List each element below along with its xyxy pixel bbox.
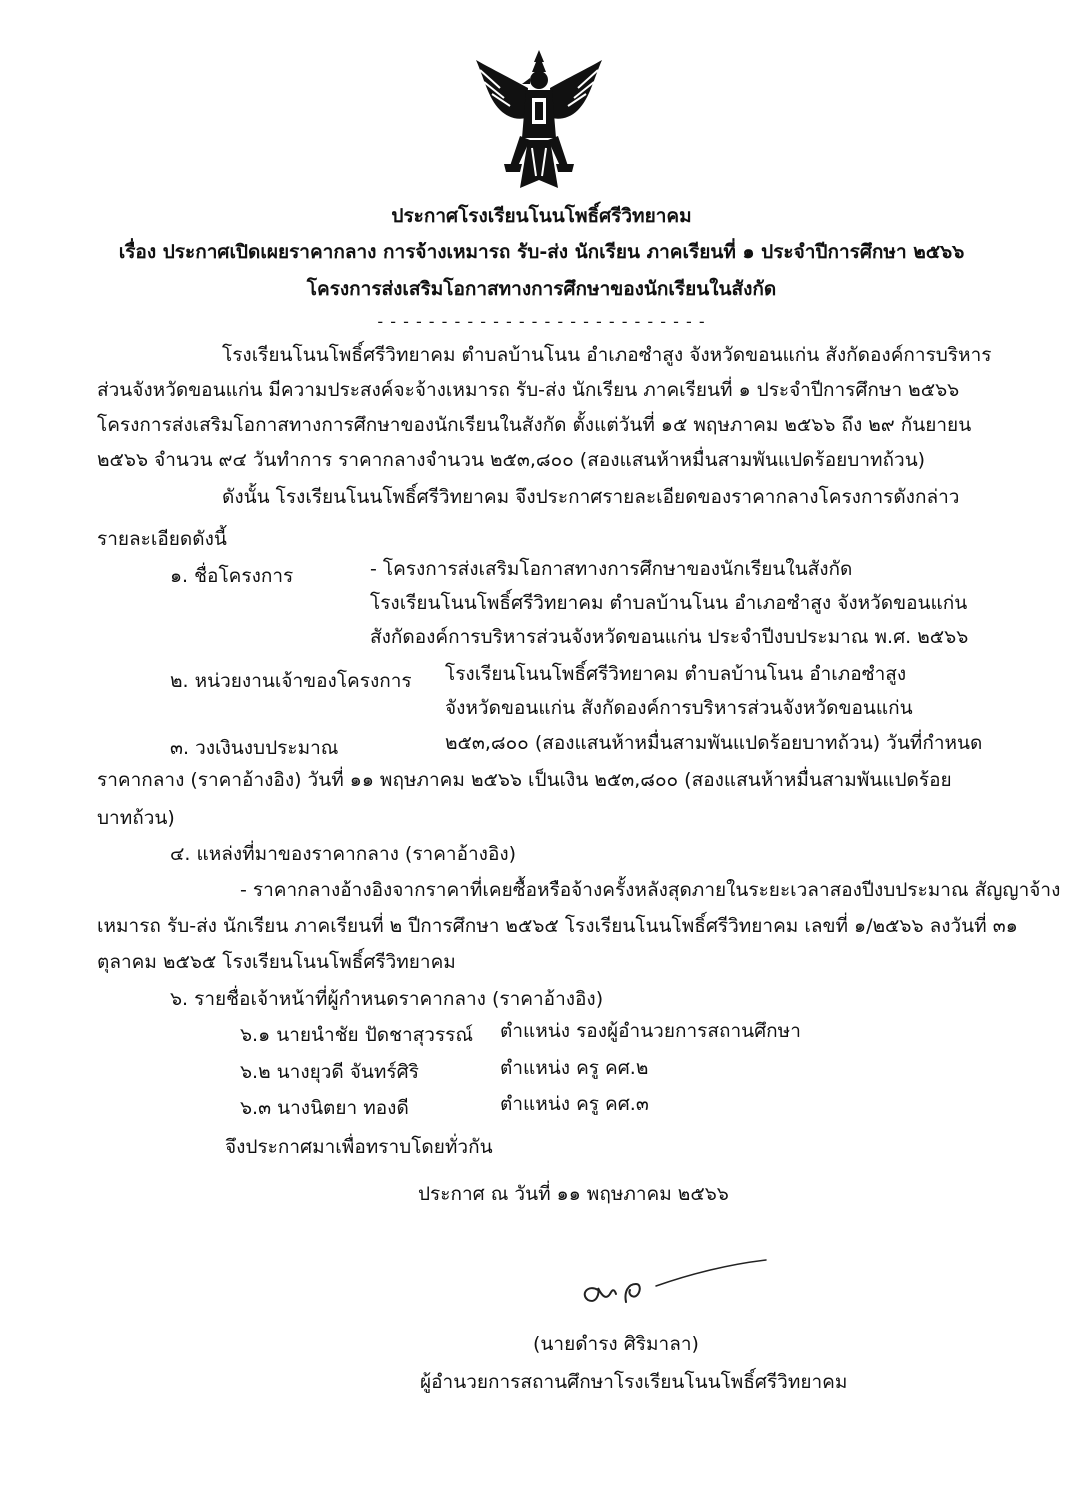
official-1-name: ๖.๑ นายนำชัย ปัดชาสุวรรณ์ [240, 1024, 473, 1046]
item-4-line-3: ตุลาคม ๒๕๖๕ โรงเรียนโนนโพธิ์ศรีวิทยาคม [97, 951, 456, 973]
item-1-line-1: - โครงการส่งเสริมโอกาสทางการศึกษาของนักเรียนในสังกัด [370, 558, 853, 580]
item-3-label: ๓. วงเงินงบประมาณ [170, 737, 339, 759]
document-title: ประกาศโรงเรียนโนนโพธิ์ศรีวิทยาคม [391, 205, 692, 227]
announcement-date: ประกาศ ณ วันที่ ๑๑ พฤษภาคม ๒๕๖๖ [418, 1183, 729, 1205]
signatory-position: ผู้อำนวยการสถานศึกษาโรงเรียนโนนโพธิ์ศรีวิทยาคม [420, 1371, 848, 1393]
item-6-label: ๖. รายชื่อเจ้าหน้าที่ผู้กำหนดราคากลาง (ราคาอ้างอิง) [170, 988, 604, 1010]
closing-text: จึงประกาศมาเพื่อทราบโดยทั่วกัน [225, 1136, 493, 1158]
official-2-name: ๖.๒ นางยุวดี จันทร์ศิริ [240, 1061, 419, 1083]
item-2-line-1: โรงเรียนโนนโพธิ์ศรีวิทยาคม ตำบลบ้านโนน อำเภอซำสูง [445, 663, 907, 685]
official-3-position: ตำแหน่ง ครู คศ.๓ [500, 1093, 649, 1115]
signatory-name: (นายดำรง ศิริมาลา) [533, 1333, 699, 1355]
official-1-position: ตำแหน่ง รองผู้อำนวยการสถานศึกษา [500, 1020, 801, 1042]
item-3-line-3: บาทถ้วน) [97, 807, 175, 829]
paragraph-1-line-4: ๒๕๖๖ จำนวน ๙๔ วันทำการ ราคากลางจำนวน ๒๕๓,๘๐๐ (สองแสนห้าหมื่นสามพันแปดร้อยบาทถ้วน) [97, 449, 926, 471]
item-4-line-1: - ราคากลางอ้างอิงจากราคาที่เคยซื้อหรือจ้างครั้งหลังสุดภายในระยะเวลาสองปีงบประมาณ สัญญาจ้าง [240, 879, 1061, 901]
garuda-emblem-icon [470, 48, 608, 198]
paragraph-1-line-3: โครงการส่งเสริมโอกาสทางการศึกษาของนักเรียนในสังกัด ตั้งแต่วันที่ ๑๕ พฤษภาคม ๒๕๖๖ ถึง ๒๙ กันยายน [97, 414, 972, 436]
official-3-name: ๖.๓ นางนิตยา ทองดี [240, 1097, 409, 1119]
document-subject: เรื่อง ประกาศเปิดเผยราคากลาง การจ้างเหมารถ รับ-ส่ง นักเรียน ภาคเรียนที่ ๑ ประจำปีการศึกษา ๒๕๖๖ [118, 241, 965, 263]
paragraph-1-line-1: โรงเรียนโนนโพธิ์ศรีวิทยาคม ตำบลบ้านโนน อำเภอซำสูง จังหวัดขอนแก่น สังกัดองค์การบริหาร [222, 344, 992, 366]
item-4-label: ๔. แหล่งที่มาของราคากลาง (ราคาอ้างอิง) [170, 843, 517, 865]
item-1-label: ๑. ชื่อโครงการ [170, 565, 294, 587]
item-4-line-2: เหมารถ รับ-ส่ง นักเรียน ภาคเรียนที่ ๒ ปีการศึกษา ๒๕๖๕ โรงเรียนโนนโพธิ์ศรีวิทยาคม เลขที่ ๑/๒๕๖๖ ลงวันที่ ๓๑ [97, 915, 1018, 937]
paragraph-2-line-1: ดังนั้น โรงเรียนโนนโพธิ์ศรีวิทยาคม จึงประกาศรายละเอียดของราคากลางโครงการดังกล่าว [222, 486, 960, 508]
signature-image [570, 1250, 770, 1320]
item-1-line-3: สังกัดองค์การบริหารส่วนจังหวัดขอนแก่น ประจำปีงบประมาณ พ.ศ. ๒๕๖๖ [370, 626, 969, 648]
paragraph-2-line-2: รายละเอียดดังนี้ [97, 528, 227, 550]
header-divider: - - - - - - - - - - - - - - - - - - - - - - - - - - [377, 312, 706, 331]
item-1-line-2: โรงเรียนโนนโพธิ์ศรีวิทยาคม ตำบลบ้านโนน อำเภอซำสูง จังหวัดขอนแก่น [370, 592, 968, 614]
official-2-position: ตำแหน่ง ครู คศ.๒ [500, 1057, 649, 1079]
item-2-line-2: จังหวัดขอนแก่น สังกัดองค์การบริหารส่วนจังหวัดขอนแก่น [445, 697, 913, 719]
item-3-line-1: ๒๕๓,๘๐๐ (สองแสนห้าหมื่นสามพันแปดร้อยบาทถ้วน) วันที่กำหนด [445, 732, 983, 754]
document-project: โครงการส่งเสริมโอกาสทางการศึกษาของนักเรียนในสังกัด [306, 278, 777, 300]
paragraph-1-line-2: ส่วนจังหวัดขอนแก่น มีความประสงค์จะจ้างเหมารถ รับ-ส่ง นักเรียน ภาคเรียนที่ ๑ ประจำปีการศึกษา ๒๕๖๖ [97, 379, 960, 401]
item-2-label: ๒. หน่วยงานเจ้าของโครงการ [170, 670, 412, 692]
item-3-line-2: ราคากลาง (ราคาอ้างอิง) วันที่ ๑๑ พฤษภาคม ๒๕๖๖ เป็นเงิน ๒๕๓,๘๐๐ (สองแสนห้าหมื่นสามพันแปดร้อย [97, 769, 952, 791]
